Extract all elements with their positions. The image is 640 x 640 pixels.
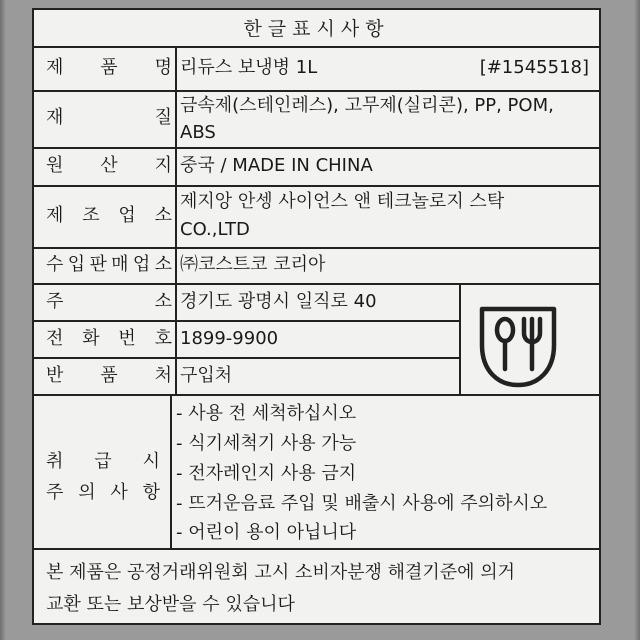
row-label-importer: 수 입 판 매 업 소 [46,254,172,275]
handling-item: - 어린이 용이 아닙니다 [176,522,357,543]
footer-notice-line1: 본 제품은 공정거래위원회 고시 소비자분쟁 해결기준에 의거 [46,562,516,583]
product-name-value: 리듀스 보냉병 1L [180,57,318,78]
row-label-manufacturer: 제 조 업 소 [46,205,172,226]
handling-label-line2: 주 의 사 항 [46,482,160,503]
phone-value: 1899-9900 [180,328,279,349]
row-label-product-name: 제 품 명 [46,57,172,78]
product-code: [#1545518] [479,57,589,78]
origin-value: 중국 / MADE IN CHINA [180,155,373,176]
handling-label-line1: 취 급 시 [46,451,160,472]
manufacturer-value-line2: CO.,LTD [180,219,250,240]
handling-item: - 뜨거운음료 주입 및 배출시 사용에 주의하시오 [176,493,548,514]
address-value: 경기도 광명시 일직로 40 [180,291,377,312]
material-value-line1: 금속제(스테인레스), 고무제(실리콘), PP, POM, [180,95,554,116]
importer-value: ㈜코스트코 코리아 [180,254,326,275]
label-title: 한글표시사항 [243,18,390,40]
food-safe-icon [472,301,564,393]
row-label-origin: 원 산 지 [46,155,172,176]
material-value-line2: ABS [180,122,216,143]
handling-item: - 전자레인지 사용 금지 [176,463,357,484]
row-label-address: 주 소 [46,291,172,312]
manufacturer-value-line1: 제지앙 안셍 사이언스 앤 테크놀로지 스탁 [180,191,505,212]
row-label-material: 재 질 [46,107,172,128]
returns-value: 구입처 [180,365,233,386]
footer-notice-line2: 교환 또는 보상받을 수 있습니다 [46,594,295,615]
korean-info-label [32,8,601,625]
handling-item: - 식기세척기 사용 가능 [176,433,357,454]
row-label-phone: 전 화 번 호 [46,328,172,349]
row-label-returns: 반 품 처 [46,365,172,386]
handling-item: - 사용 전 세척하십시오 [176,403,357,424]
